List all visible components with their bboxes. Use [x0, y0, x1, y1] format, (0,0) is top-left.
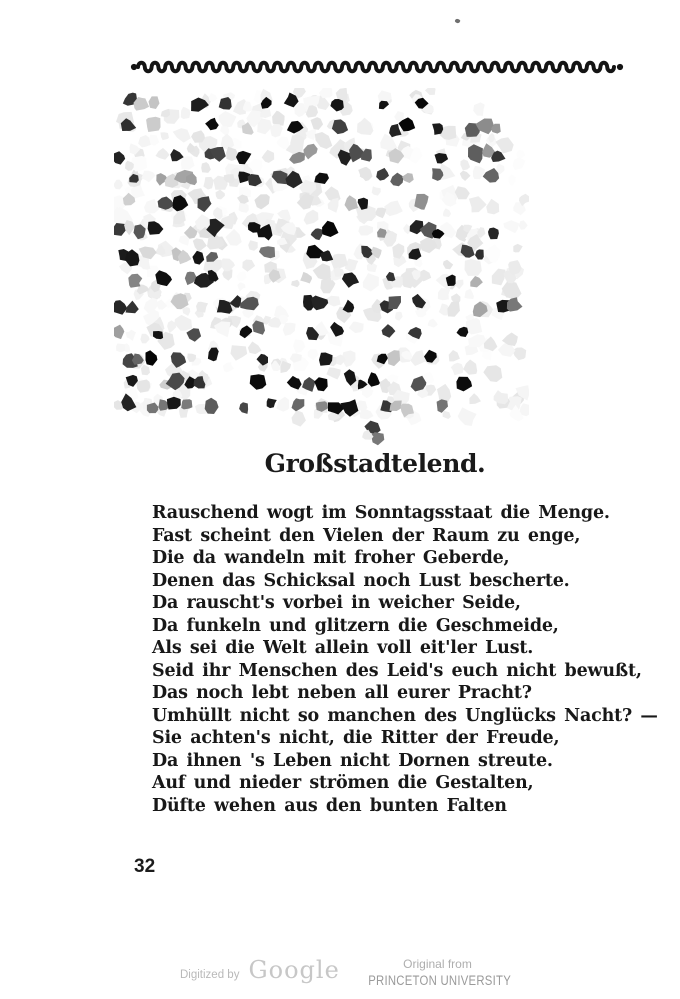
ink-speck [454, 18, 460, 24]
poem-line: Da rauscht's vorbei in weicher Seide, [152, 593, 521, 613]
poem-line: Denen das Schicksal noch Lust bescherte. [152, 570, 570, 591]
origin-block [355, 957, 520, 989]
poem-line: Umhüllt nicht so manchen des Unglücks Nacht? — [152, 705, 658, 726]
poem-line: Auf und nieder strömen die Gestalten, [152, 773, 534, 793]
poem-line: Als sei die Welt allein voll eit'ler Lust. [152, 638, 534, 658]
poem-title: Großstadtelend. [264, 449, 486, 478]
poem-line: Da ihnen 's Leben nicht Dornen streute. [152, 750, 553, 771]
original-from-label: Original from [403, 957, 472, 971]
institution-name: PRINCETON UNIVERSITY [368, 973, 512, 988]
digitized-by-block [180, 956, 340, 984]
pixelated-illustration [114, 88, 529, 450]
poem-line: Sie achten's nicht, die Ritter der Freude, [152, 728, 560, 748]
google-logo: Google [248, 956, 340, 984]
ornamental-rule [130, 60, 624, 74]
digitized-by-label: Digitized by [180, 969, 240, 981]
poem-line: Die da wandeln mit froher Geberde, [152, 548, 510, 568]
page-number: 32 [134, 856, 156, 877]
poem-line: Düfte wehen aus den bunten Falten [152, 795, 507, 816]
poem-line: Fast scheint den Vielen der Raum zu enge, [152, 525, 581, 546]
poem-line: Da funkeln und glitzern die Geschmeide, [152, 615, 559, 636]
poem-line: Das noch lebt neben all eurer Pracht? [152, 683, 532, 703]
poem-line: Rauschend wogt im Sonntagsstaat die Menge. [152, 503, 610, 523]
poem-line: Seid ihr Menschen des Leid's euch nicht bewußt, [152, 660, 642, 681]
poem [152, 502, 658, 817]
